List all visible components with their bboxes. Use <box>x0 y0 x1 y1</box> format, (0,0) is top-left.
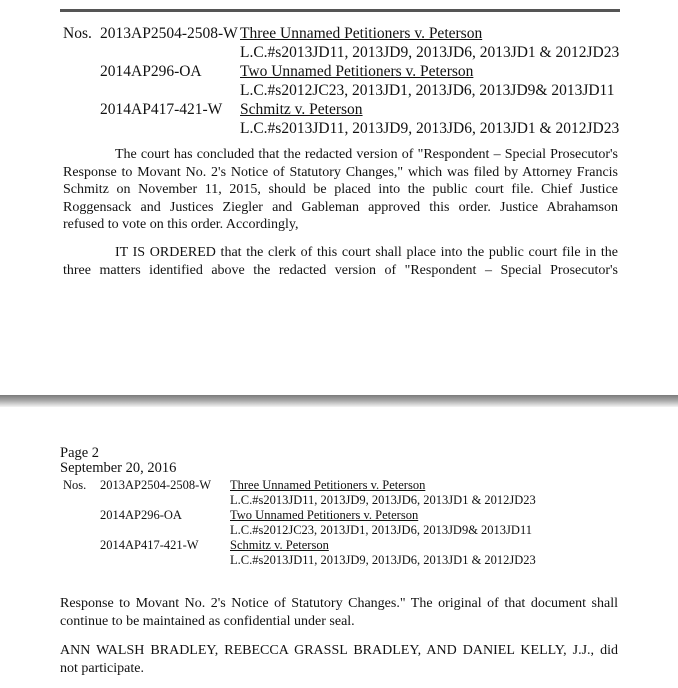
case-title: Schmitz v. Peterson <box>240 101 363 118</box>
paragraph-line: Roggensack and Justices Ziegler and Gableman approved this order. Justice Abrahamson <box>63 199 618 215</box>
case-number: 2013AP2504-2508-W <box>100 25 238 42</box>
paragraph-line: ANN WALSH BRADLEY, REBECCA GRASSL BRADLEY, AND DANIEL KELLY, J.J., did <box>60 643 618 658</box>
paragraph-line: refused to vote on this order. Accordingly, <box>63 217 299 232</box>
case-title: Two Unnamed Petitioners v. Peterson <box>240 63 474 80</box>
paragraph-line: Response to Movant No. 2's Notice of Statutory Changes." The original of that document shall <box>60 596 618 611</box>
case-number: 2013AP2504-2508-W <box>100 478 212 492</box>
case-lc-numbers: L.C.#s2012JC23, 2013JD1, 2013JD6, 2013JD9& 2013JD11 <box>240 82 615 99</box>
paragraph-line: three matters identified above the redacted version of "Respondent – Special Prosecutor's <box>63 262 618 278</box>
order-lead: IT IS ORDERED <box>115 245 216 260</box>
case-number: 2014AP296-OA <box>100 508 182 522</box>
continuation-paragraph <box>60 595 618 630</box>
case-lc-numbers: L.C.#s2013JD11, 2013JD9, 2013JD6, 2013JD1 & 2012JD23 <box>230 553 536 567</box>
header-date: September 20, 2016 <box>60 460 177 476</box>
paragraph-line: continue to be maintained as confidential under seal. <box>60 613 355 629</box>
case-number: 2014AP296-OA <box>100 63 202 80</box>
top-rule <box>60 9 620 12</box>
paragraph-line: Schmitz on November 11, 2015, should be placed into the public court file. Chief Justice <box>63 182 618 197</box>
case-lc-numbers: L.C.#s2013JD11, 2013JD9, 2013JD6, 2013JD1 & 2012JD23 <box>240 44 620 61</box>
paragraph-line: Response to Movant No. 2's Notice of Statutory Changes," which was filed by Attorney Francis <box>63 164 618 180</box>
case-lc-numbers: L.C.#s2013JD11, 2013JD9, 2013JD6, 2013JD1 & 2012JD23 <box>240 120 620 137</box>
case-number: 2014AP417-421-W <box>100 101 223 118</box>
case-title: Two Unnamed Petitioners v. Peterson <box>230 508 419 522</box>
page-break <box>0 395 678 407</box>
paragraph-line: that the clerk of this court shall place into the public court file in the <box>215 245 618 260</box>
paragraph-line: not participate. <box>60 660 144 676</box>
case-number: 2014AP417-421-W <box>100 538 199 552</box>
order-paragraph-1 <box>63 146 618 234</box>
case-lc-numbers: L.C.#s2013JD11, 2013JD9, 2013JD6, 2013JD1 & 2012JD23 <box>230 493 536 507</box>
case-title: Three Unnamed Petitioners v. Peterson <box>240 25 483 42</box>
case-lc-numbers: L.C.#s2012JC23, 2013JD1, 2013JD6, 2013JD9& 2013JD11 <box>230 523 532 537</box>
paragraph-line: The court has concluded that the redacted version of "Respondent – Special Prosecutor's <box>115 147 618 162</box>
case-title: Three Unnamed Petitioners v. Peterson <box>230 478 426 492</box>
nonparticipation-note <box>60 642 618 677</box>
nos-label: Nos. <box>63 478 87 492</box>
page-number: Page 2 <box>60 445 100 461</box>
nos-label: Nos. <box>63 25 92 42</box>
order-paragraph-2 <box>63 244 618 279</box>
case-title: Schmitz v. Peterson <box>230 538 329 552</box>
